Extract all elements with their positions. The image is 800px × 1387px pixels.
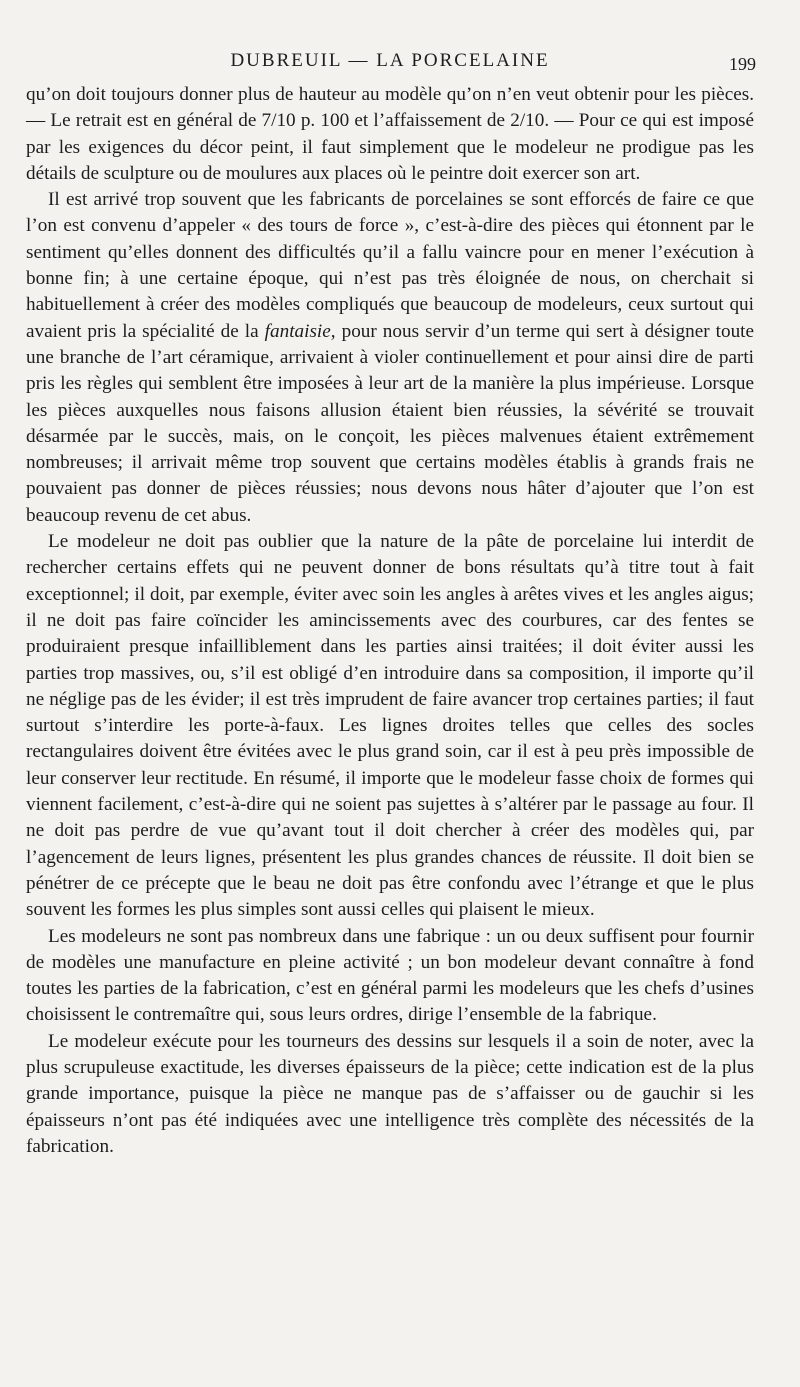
running-title: DUBREUIL — LA PORCELAINE: [230, 50, 550, 71]
paragraph-1: qu’on doit toujours donner plus de hauteur au modèle qu’on n’en veut obtenir pour les pièces. — Le retrait est en général de 7/10 p. 100 et l’affaissement de 2/10. — Pour ce qui est imposé par les exigences du décor peint, il faut simplement que le modeleur ne prodigue pas les détails de sculpture ou de moulures aux places où le peintre doit exercer son art.: [26, 84, 754, 184]
paragraph-3: Le modeleur ne doit pas oublier que la nature de la pâte de porcelaine lui interdit de rechercher certains effets qui ne peuvent donner de bons résultats qu’à titre tout à fait exceptionnel; il doit, par exemple, éviter avec soin les angles à arêtes vives et les angles aigus; il ne doit pas faire coïncider les amincissements avec des courbures, car des fentes se produiraient presque infailliblement dans les parties ainsi traitées; il doit éviter aussi les parties trop massives, ou, s’il est obligé d’en introduire dans sa composition, il importe qu’il ne néglige pas de les évider; il est très imprudent de faire avancer trop certaines parties; il faut surtout s’interdire les porte-à-faux. Les lignes droites telles que celles des socles rectangulaires doivent être évitées avec le plus grand soin, car il est à peu près impossible de leur conserver leur rectitude. En résumé, il importe que le modeleur fasse choix de formes qui viennent facilement, c’est-à-dire qui ne soient pas sujettes à s’altérer par le passage au four. Il ne doit pas perdre de vue qu’avant tout il doit chercher à créer des modèles qui, par l’agencement de leurs lignes, présentent les plus grandes chances de réussite. Il doit bien se pénétrer de ce précepte que le beau ne doit pas être confondu avec l’étrange et que le plus souvent les formes les plus simples sont aussi celles qui plaisent le mieux.: [26, 531, 754, 921]
page-number: 199: [729, 54, 756, 74]
paragraph-5: Le modeleur exécute pour les tourneurs des dessins sur lesquels il a soin de noter, avec la plus scrupuleuse exactitude, les diverses épaisseurs de la pièce; cette indication est de la plus grande importance, puisque la pièce ne manque pas de s’affaisser ou de gauchir si les épaisseurs n’ont pas été indiquées avec une intelligence très complète des nécessités de la fabrication.: [26, 1030, 754, 1157]
body-text: [26, 82, 754, 1160]
paragraph-2-text-after: , pour nous servir d’un terme qui sert à désigner toute une branche de l’art céramique, arrivaient à violer continuellement et pour ainsi dire de parti pris les règles qui semblent être imposées à leur art de la manière la plus impérieuse. Lorsque les pièces auxquelles nous faisons allusion étaient bien réussies, la sévérité se trouvait désarmée par le succès, mais, on le conçoit, les pièces malvenues étaient extrêmement nombreuses; il arrivait même trop souvent que certains modèles établis à grands frais ne pouvaient pas donner de pièces réussies; nous devons nous hâter d’ajouter que l’on est beaucoup revenu de cet abus.: [26, 320, 755, 526]
paragraph-2-text-before: Il est arrivé trop souvent que les fabricants de porcelaines se sont efforcés de faire ce que l’on est convenu d’appeler « des tours de force », c’est-à-dire des pièces qui étonnent par le sentiment qu’elles donnent des difficultés qu’il a fallu vaincre pour en mener l’exécution à bonne fin; à une certaine époque, qui n’est pas très éloignée de nous, on cherchait si habituellement à créer des modèles compliqués que beaucoup de modeleurs, ceux surtout qui avaient pris la spécialité de la: [26, 189, 754, 342]
paragraph-4: Les modeleurs ne sont pas nombreux dans une fabrique : un ou deux suffisent pour fournir de modèles une manufacture en pleine activité ; un bon modeleur devant connaître à fond toutes les parties de la fabrication, c’est en général parmi les modeleurs que les chefs d’usines choisissent le contremaître qui, sous leurs ordres, dirige l’ensemble de la fabrique.: [26, 925, 754, 1026]
running-header: [26, 44, 754, 74]
paragraph-2: [26, 187, 754, 529]
italic-term: fantaisie: [264, 320, 331, 342]
